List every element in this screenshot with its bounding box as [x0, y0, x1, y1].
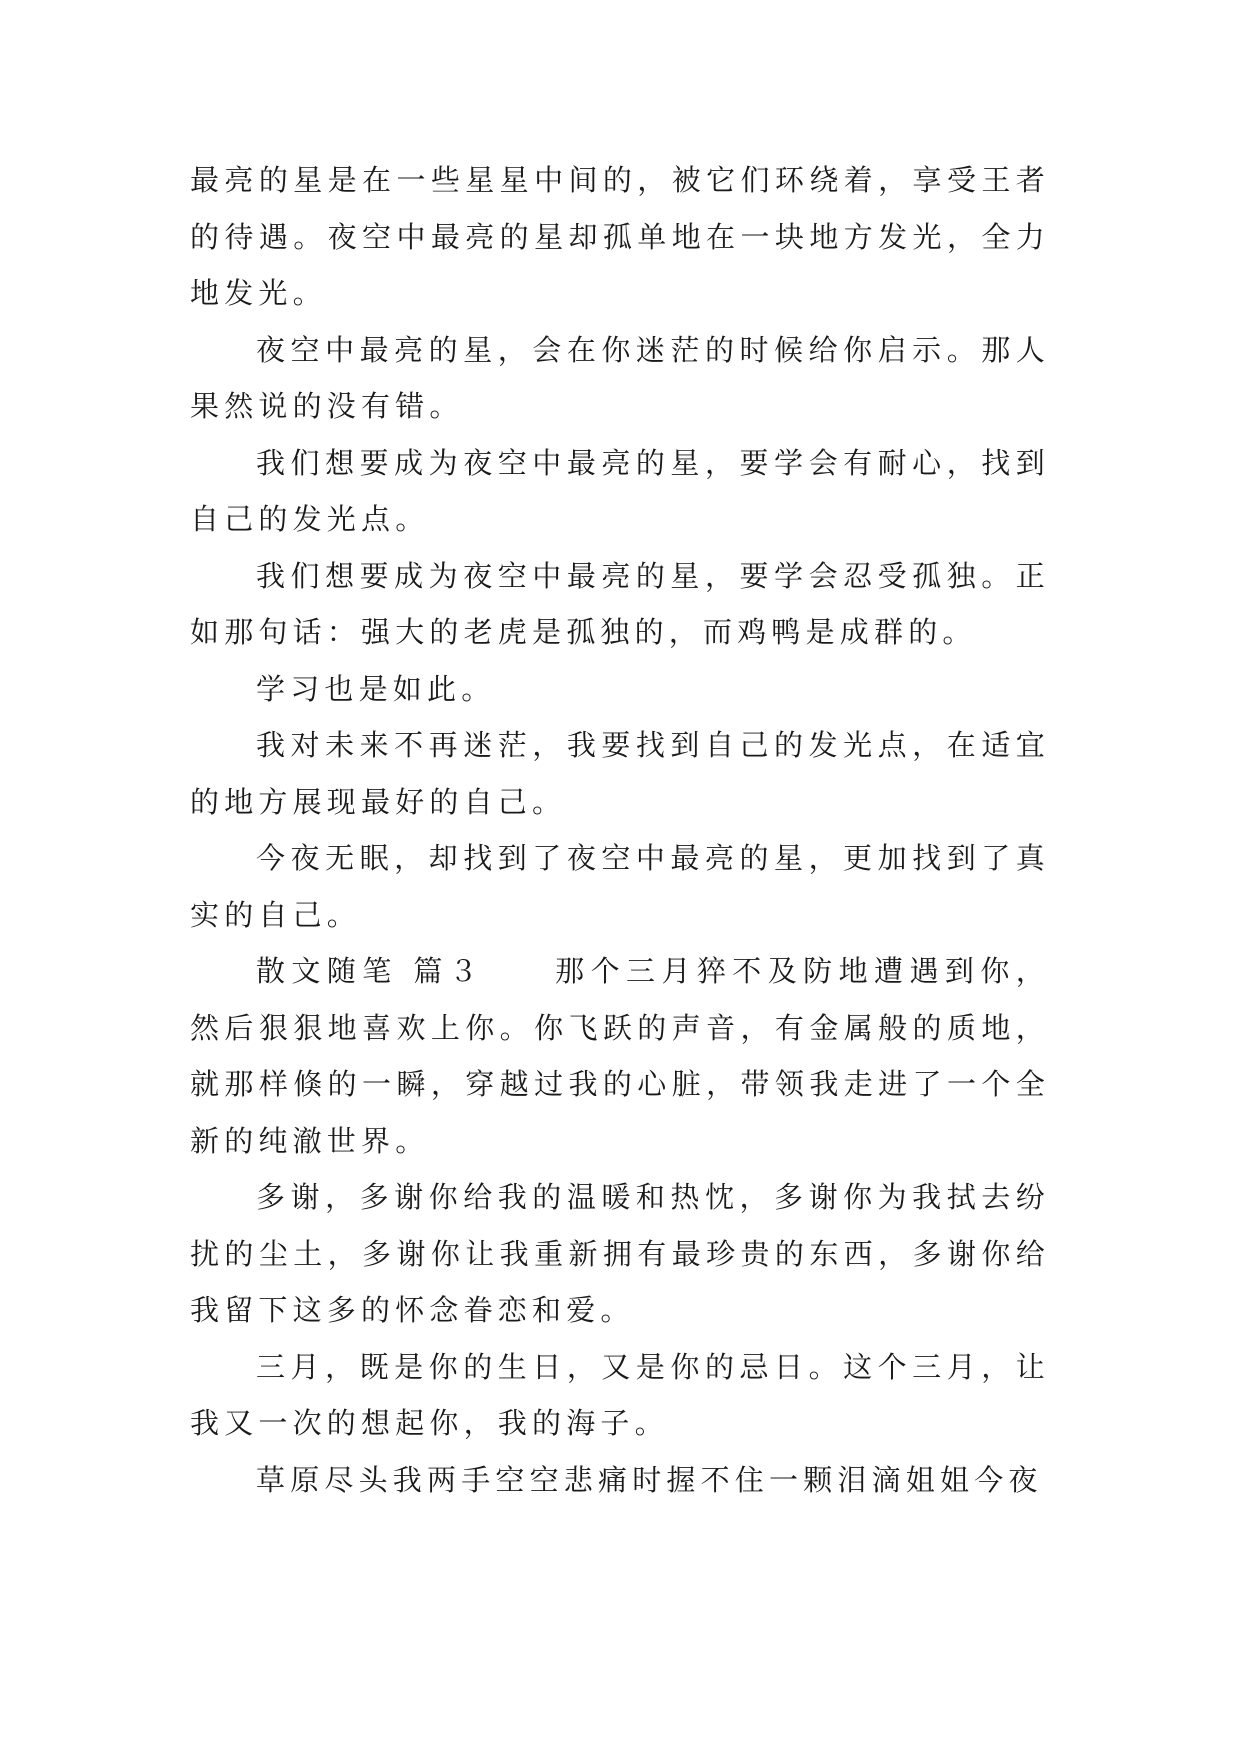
paragraph: 我们想要成为夜空中最亮的星，要学会忍受孤独。正如那句话：强大的老虎是孤独的，而鸡鸭是成群的。	[190, 558, 1050, 649]
paragraph: 多谢，多谢你给我的温暖和热忱，多谢你为我拭去纷扰的尘土，多谢你让我重新拥有最珍贵的东西，多谢你给我留下这多的怀念眷恋和爱。	[190, 1180, 1050, 1327]
paragraph: 三月，既是你的生日，又是你的忌日。这个三月，让我又一次的想起你，我的海子。	[190, 1349, 1050, 1440]
paragraph: 散文随笔 篇３ 那个三月猝不及防地遭遇到你，然后狠狠地喜欢上你。你飞跃的声音，有金属般的质地，就那样倏的一瞬，穿越过我的心脏，带领我走进了一个全新的纯澈世界。	[190, 954, 1050, 1158]
paragraph: 今夜无眠，却找到了夜空中最亮的星，更加找到了真实的自己。	[190, 841, 1050, 932]
paragraph: 最亮的星是在一些星星中间的，被它们环绕着，享受王者的待遇。夜空中最亮的星却孤单地在一块地方发光，全力地发光。	[190, 163, 1050, 310]
paragraph: 我们想要成为夜空中最亮的星，要学会有耐心，找到自己的发光点。	[190, 445, 1050, 536]
paragraph: 夜空中最亮的星，会在你迷茫的时候给你启示。那人果然说的没有错。	[190, 332, 1050, 423]
paragraph: 草原尽头我两手空空悲痛时握不住一颗泪滴姐姐今夜	[256, 1462, 1043, 1497]
paragraph: 我对未来不再迷茫，我要找到自己的发光点，在适宜的地方展现最好的自己。	[190, 728, 1050, 819]
paragraph: 学习也是如此。	[256, 671, 496, 706]
body-text	[190, 152, 1050, 1508]
